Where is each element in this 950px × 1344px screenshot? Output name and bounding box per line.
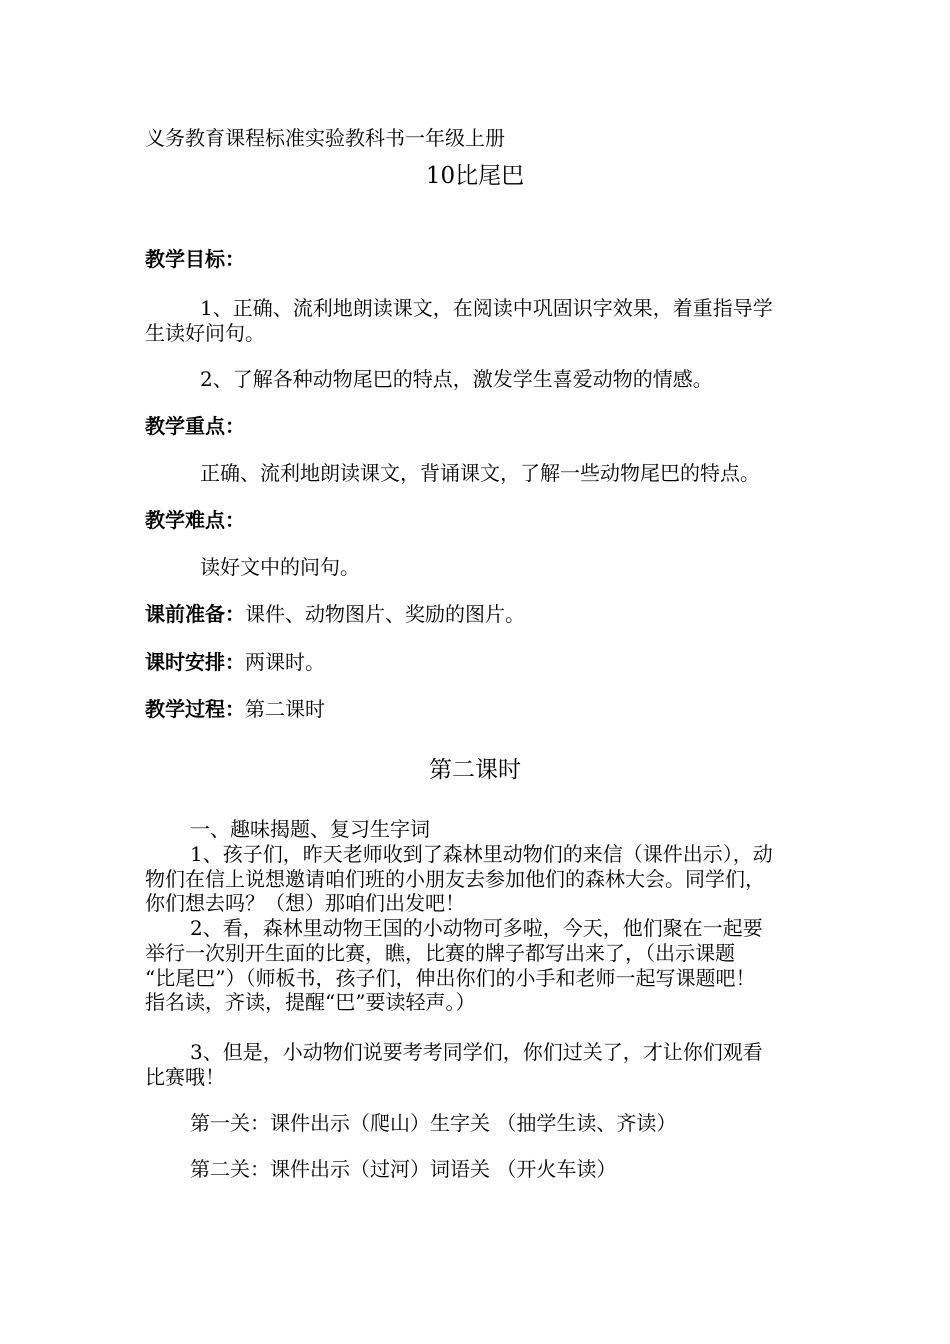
paragraph-1-line-1: 1、孩子们，昨天老师收到了森林里动物们的来信（课件出示），动 <box>190 842 773 866</box>
objective-1-line-1: 1、正确、流利地朗读课文，在阅读中巩固识字效果，着重指导学 <box>200 296 773 320</box>
level-1-line: 第一关：课件出示（爬山）生字关 （抽学生读、齐读） <box>190 1111 677 1135</box>
difficulties-label: 教学难点： <box>145 508 245 532</box>
objective-2: 2、了解各种动物尾巴的特点，激发学生喜爱动物的情感。 <box>200 367 713 391</box>
preparation-text: 课件、动物图片、奖励的图片。 <box>245 602 525 626</box>
paragraph-2-line-1: 2、看，森林里动物王国的小动物可多啦，今天，他们聚在一起要 <box>190 916 763 940</box>
paragraph-3-line-2: 比赛哦！ <box>145 1065 225 1089</box>
section-title: 第二课时 <box>429 757 521 783</box>
paragraph-2-line-4: 指名读，齐读，提醒“巴”要读轻声。） <box>145 990 476 1014</box>
part1-heading: 一、趣味揭题、复习生字词 <box>190 817 430 841</box>
paragraph-1-line-3: 你们想去吗？（想）那咱们出发吧！ <box>145 891 465 915</box>
objective-1-line-2: 生读好问句。 <box>145 321 265 345</box>
difficulties-text: 读好文中的问句。 <box>200 555 360 579</box>
preparation-label: 课前准备： <box>145 602 245 626</box>
process-label: 教学过程： <box>145 697 245 721</box>
schedule-text: 两课时。 <box>245 650 325 674</box>
process-text: 第二课时 <box>245 697 325 721</box>
preparation-line <box>145 602 525 626</box>
key-points-label: 教学重点： <box>145 414 245 438</box>
paragraph-1-line-2: 物们在信上说想邀请咱们班的小朋友去参加他们的森林大会。同学们， <box>145 867 765 891</box>
level-2-line: 第二关：课件出示（过河）词语关 （开火车读） <box>190 1157 617 1181</box>
series-title: 义务教育课程标准实验教科书一年级上册 <box>145 126 505 150</box>
paragraph-2-line-2: 举行一次别开生面的比赛，瞧，比赛的牌子都写出来了，（出示课题 <box>145 941 735 965</box>
process-line <box>145 697 325 721</box>
objectives-label: 教学目标： <box>145 247 245 271</box>
schedule-label: 课时安排： <box>145 650 245 674</box>
paragraph-3-line-1: 3、但是，小动物们说要考考同学们，你们过关了，才让你们观看 <box>190 1040 763 1064</box>
paragraph-2-line-3: “比尾巴”）（师板书，孩子们，伸出你们的小手和老师一起写课题吧！ <box>145 966 756 990</box>
schedule-line <box>145 650 325 674</box>
lesson-title: 10比尾巴 <box>425 163 525 189</box>
key-points-text: 正确、流利地朗读课文，背诵课文，了解一些动物尾巴的特点。 <box>200 461 760 485</box>
